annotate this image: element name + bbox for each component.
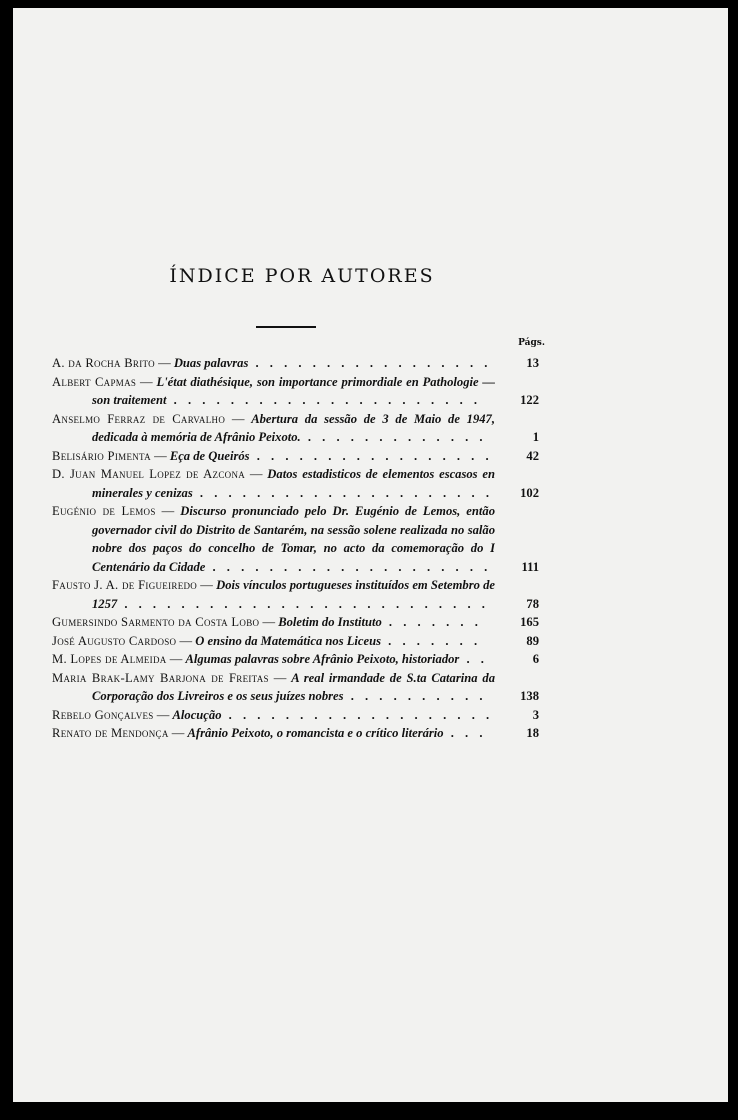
entry-page-number: 89 <box>526 633 539 648</box>
entry-page-number: 13 <box>526 356 539 370</box>
entry-author: Maria Brak-Lamy Barjona de Freitas <box>52 670 269 685</box>
dot-leader: . . . . . . . <box>381 633 482 648</box>
dot-leader: . . . . . . . . . . . . . . . . . <box>249 448 493 463</box>
entry-page-number: 42 <box>526 448 539 463</box>
entry-author: D. Juan Manuel Lopez de Azcona <box>52 467 246 481</box>
entry-author: Renato de Mendonça <box>52 726 169 740</box>
index-entry-text <box>52 576 495 613</box>
dot-leader: . . . . . . . . . . . . . . . . . . . . . <box>192 485 493 500</box>
dot-leader: . . . . . . . . . . . . . . . . . . . . . . <box>166 393 482 407</box>
entry-separator: — <box>166 652 186 666</box>
entry-work-title: Abertura da sessão de 3 de Maio de 1947, dedicada à memória de Afrânio Peixoto. <box>92 411 495 444</box>
index-entry <box>52 373 539 410</box>
index-entry-text <box>52 373 495 410</box>
entry-page-number: 138 <box>520 689 539 703</box>
entry-page-number: 6 <box>532 652 539 666</box>
entry-separator: — <box>153 707 173 722</box>
entry-page-number: 111 <box>521 559 539 574</box>
index-entry-text <box>52 669 495 706</box>
index-entry <box>52 502 539 576</box>
dot-leader: . . . . . . . . . . . . . . . . . <box>248 356 492 370</box>
entry-page-number: 18 <box>526 726 539 740</box>
index-entry-text <box>52 632 495 651</box>
entry-work-title: Datos estadisticos de elementos escasos en minerales y cenizas <box>92 467 495 500</box>
entry-separator: — <box>225 411 252 426</box>
dot-leader: . . . . . . . . . . . . . . . . . . . <box>221 707 494 722</box>
entry-page-number: 102 <box>520 485 539 500</box>
index-entry <box>52 632 539 651</box>
entry-author: Gumersindo Sarmento da Costa Lobo <box>52 615 260 629</box>
dot-leader: . . . . . . . <box>381 615 482 629</box>
dot-leader: . . . . . . . . . . . . . . . . . . . . <box>205 559 492 574</box>
index-entry <box>52 465 539 502</box>
title-rule <box>256 326 316 328</box>
page-title: ÍNDICE POR AUTORES <box>169 265 435 287</box>
entry-work-title: Boletim do Instituto <box>278 615 382 629</box>
index-entry-text <box>52 706 495 725</box>
index-entry-text <box>52 613 495 632</box>
entry-separator: — <box>197 578 217 592</box>
entry-page-number: 78 <box>526 596 539 611</box>
entry-work-title: Algumas palavras sobre Afrânio Peixoto, historiador <box>185 652 460 666</box>
entry-separator: — <box>245 467 268 481</box>
index-entry <box>52 706 539 725</box>
index-entry <box>52 447 539 466</box>
index-entry-text <box>52 465 495 502</box>
pages-column-header: Págs. <box>518 338 545 348</box>
entry-work-title: Duas palavras <box>173 356 249 370</box>
dot-leader: . . . . . . . . . . . . . <box>300 430 487 444</box>
entry-separator: — <box>150 448 170 463</box>
dot-leader: . . . <box>443 726 487 740</box>
entry-work-title: O ensino da Matemática nos Liceus <box>195 633 382 648</box>
entry-page-number: 3 <box>532 707 539 722</box>
index-entry-text <box>52 410 495 447</box>
entry-work-title: L'état diathésique, son importance primordiale en Pathologie — son traitement <box>92 374 495 407</box>
entry-page-number: 122 <box>520 393 539 407</box>
entry-author: Albert Capmas <box>52 374 137 389</box>
index-entry-text <box>52 447 495 466</box>
entry-page-number: 1 <box>532 430 539 444</box>
entry-work-title: A real irmandade de S.ta Catarina da Corporação dos Livreiros e os seus juízes nobres <box>92 670 495 703</box>
entry-page-number: 165 <box>520 615 539 629</box>
dot-leader: . . . . . . . . . . . . . . . . . . . . . . . . . . <box>117 596 489 611</box>
entry-work-title: Eça de Queirós <box>169 448 250 463</box>
entry-work-title: Afrânio Peixoto, o romancista e o crítico literário <box>187 726 444 740</box>
index-entry <box>52 354 539 373</box>
entry-separator: — <box>176 633 196 648</box>
index-entry <box>52 650 539 669</box>
entry-work-title: Discurso pronunciado pelo Dr. Eugénio de Lemos, então governador civil do Distrito de Santarém, na sessão solene realizada no salão nobre dos paços do concelho de Tomar, no acto da comemoração do I Centenário da Cidade <box>92 504 495 574</box>
index-entry <box>52 576 539 613</box>
entry-author: Anselmo Ferraz de Carvalho <box>52 411 226 426</box>
entry-author: A. da Rocha Brito <box>52 356 155 370</box>
dot-leader: . . <box>459 652 488 666</box>
dot-leader: . . . . . . . . . . <box>343 689 487 703</box>
index-entry-text <box>52 354 495 373</box>
entry-separator: — <box>259 615 279 629</box>
index-entry-text <box>52 724 495 743</box>
entry-separator: — <box>155 504 181 518</box>
author-index-list <box>52 354 539 743</box>
entry-author: Eugénio de Lemos <box>52 504 156 518</box>
index-entry-text <box>52 650 495 669</box>
entry-author: Rebelo Gonçalves <box>52 707 154 722</box>
entry-author: Fausto J. A. de Figueiredo <box>52 578 198 592</box>
entry-author: José Augusto Cardoso <box>52 633 177 648</box>
entry-separator: — <box>268 670 292 685</box>
entry-author: M. Lopes de Almeida <box>52 652 167 666</box>
entry-separator: — <box>136 374 157 389</box>
index-entry <box>52 613 539 632</box>
entry-separator: — <box>168 726 188 740</box>
entry-work-title: Dois vínculos portugueses instituídos em Setembro de 1257 <box>92 578 495 611</box>
index-entry-text <box>52 502 495 576</box>
index-entry <box>52 724 539 743</box>
entry-work-title: Alocução <box>172 707 222 722</box>
entry-author: Belisário Pimenta <box>52 448 151 463</box>
index-entry <box>52 410 539 447</box>
book-page <box>13 8 728 1102</box>
index-entry <box>52 669 539 706</box>
entry-separator: — <box>154 356 174 370</box>
